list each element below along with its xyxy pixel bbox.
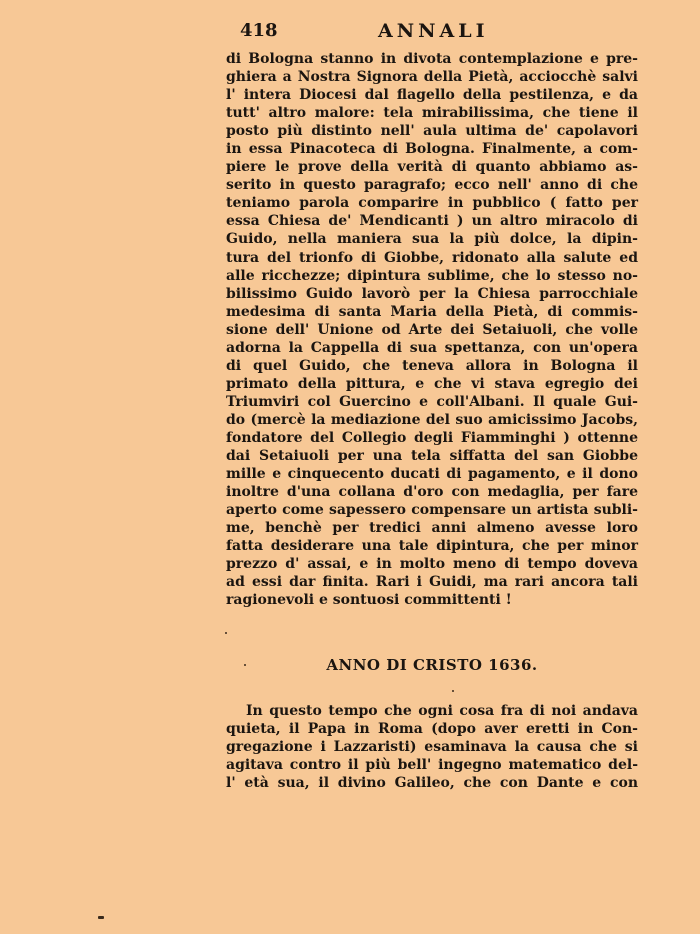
text-line: l' età sua, il divino Galileo, che con Dante e con [226, 775, 638, 792]
text-line: in essa Pinacoteca di Bologna. Finalmente, a com- [226, 141, 638, 158]
text-line: essa Chiesa de' Mendicanti ) un altro miracolo di [226, 213, 638, 230]
paragraph-1 [226, 50, 638, 609]
text-line: Guido, nella maniera sua la più dolce, la dipin- [226, 231, 638, 248]
text-line: sione dell' Unione od Arte dei Setaiuoli, che volle [226, 321, 638, 338]
ink-speck [244, 664, 246, 666]
text-line: piere le prove della verità di quanto abbiamo as- [226, 159, 638, 176]
text-line: ad essi dar finita. Rari i Guidi, ma rari ancora tali [226, 574, 638, 591]
text-line: serito in questo paragrafo; ecco nell' anno di che [226, 177, 638, 194]
text-line: primato della pittura, e che vi stava egregio dei [226, 375, 638, 392]
text-line: In questo tempo che ogni cosa fra di noi andava [246, 703, 638, 719]
text-line: Triumviri col Guercino e coll'Albani. Il quale Gui- [226, 393, 638, 410]
text-line: alle ricchezze; dipintura sublime, che lo stesso no- [226, 267, 638, 284]
text-line: bilissimo Guido lavorò per la Chiesa parrocchiale [226, 285, 638, 302]
running-title: ANNALI [378, 20, 489, 42]
text-line: fatta desiderare una tale dipintura, che per minor [226, 538, 638, 555]
text-line: do (mercè la mediazione del suo amicissimo Jacobs, [226, 411, 638, 428]
paragraph-2 [226, 702, 638, 792]
page-number: 418 [240, 20, 278, 41]
text-line: dai Setaiuoli per una tela siffatta del san Giobbe [226, 448, 638, 465]
text-line: di Bologna stanno in divota contemplazione e pre- [226, 51, 638, 67]
text-line: quieta, il Papa in Roma (dopo aver eretti in Con- [226, 721, 638, 738]
text-line: tutt' altro malore: tela mirabilissima, che tiene il [226, 105, 638, 122]
text-line: ragionevoli e sontuosi committenti ! [226, 592, 512, 609]
text-line: gregazione i Lazzaristi) esaminava la causa che si [226, 739, 638, 756]
ink-speck [225, 632, 227, 634]
ink-speck [452, 690, 454, 692]
text-line: inoltre d'una collana d'oro con medaglia, per fare [226, 484, 638, 501]
text-line: ghiera a Nostra Signora della Pietà, acciocchè salvi [226, 69, 638, 86]
text-line: fondatore del Collegio degli Fiamminghi ) ottenne [226, 429, 638, 446]
text-line: adorna la Cappella di sua spettanza, con un'opera [226, 339, 638, 356]
text-line: teniamo parola comparire in pubblico ( fatto per [226, 195, 638, 212]
text-line: medesima di santa Maria della Pietà, di commis- [226, 303, 638, 320]
section-heading: ANNO DI CRISTO 1636. [326, 656, 538, 674]
ink-speck [98, 916, 104, 919]
text-line: di quel Guido, che teneva allora in Bologna il [226, 357, 638, 374]
text-line: me, benchè per tredici anni almeno avesse loro [226, 520, 638, 537]
text-line: agitava contro il più bell' ingegno matematico del- [226, 757, 638, 774]
text-line: mille e cinquecento ducati di pagamento, e il dono [226, 466, 638, 483]
text-line: tura del trionfo di Giobbe, ridonato alla salute ed [226, 249, 638, 266]
text-line: l' intera Diocesi dal flagello della pestilenza, e da [226, 87, 638, 104]
text-line: aperto come sapessero compensare un artista subli- [226, 502, 638, 519]
text-line: posto più distinto nell' aula ultima de' capolavori [226, 123, 638, 140]
text-line: prezzo d' assai, e in molto meno di tempo doveva [226, 556, 638, 573]
